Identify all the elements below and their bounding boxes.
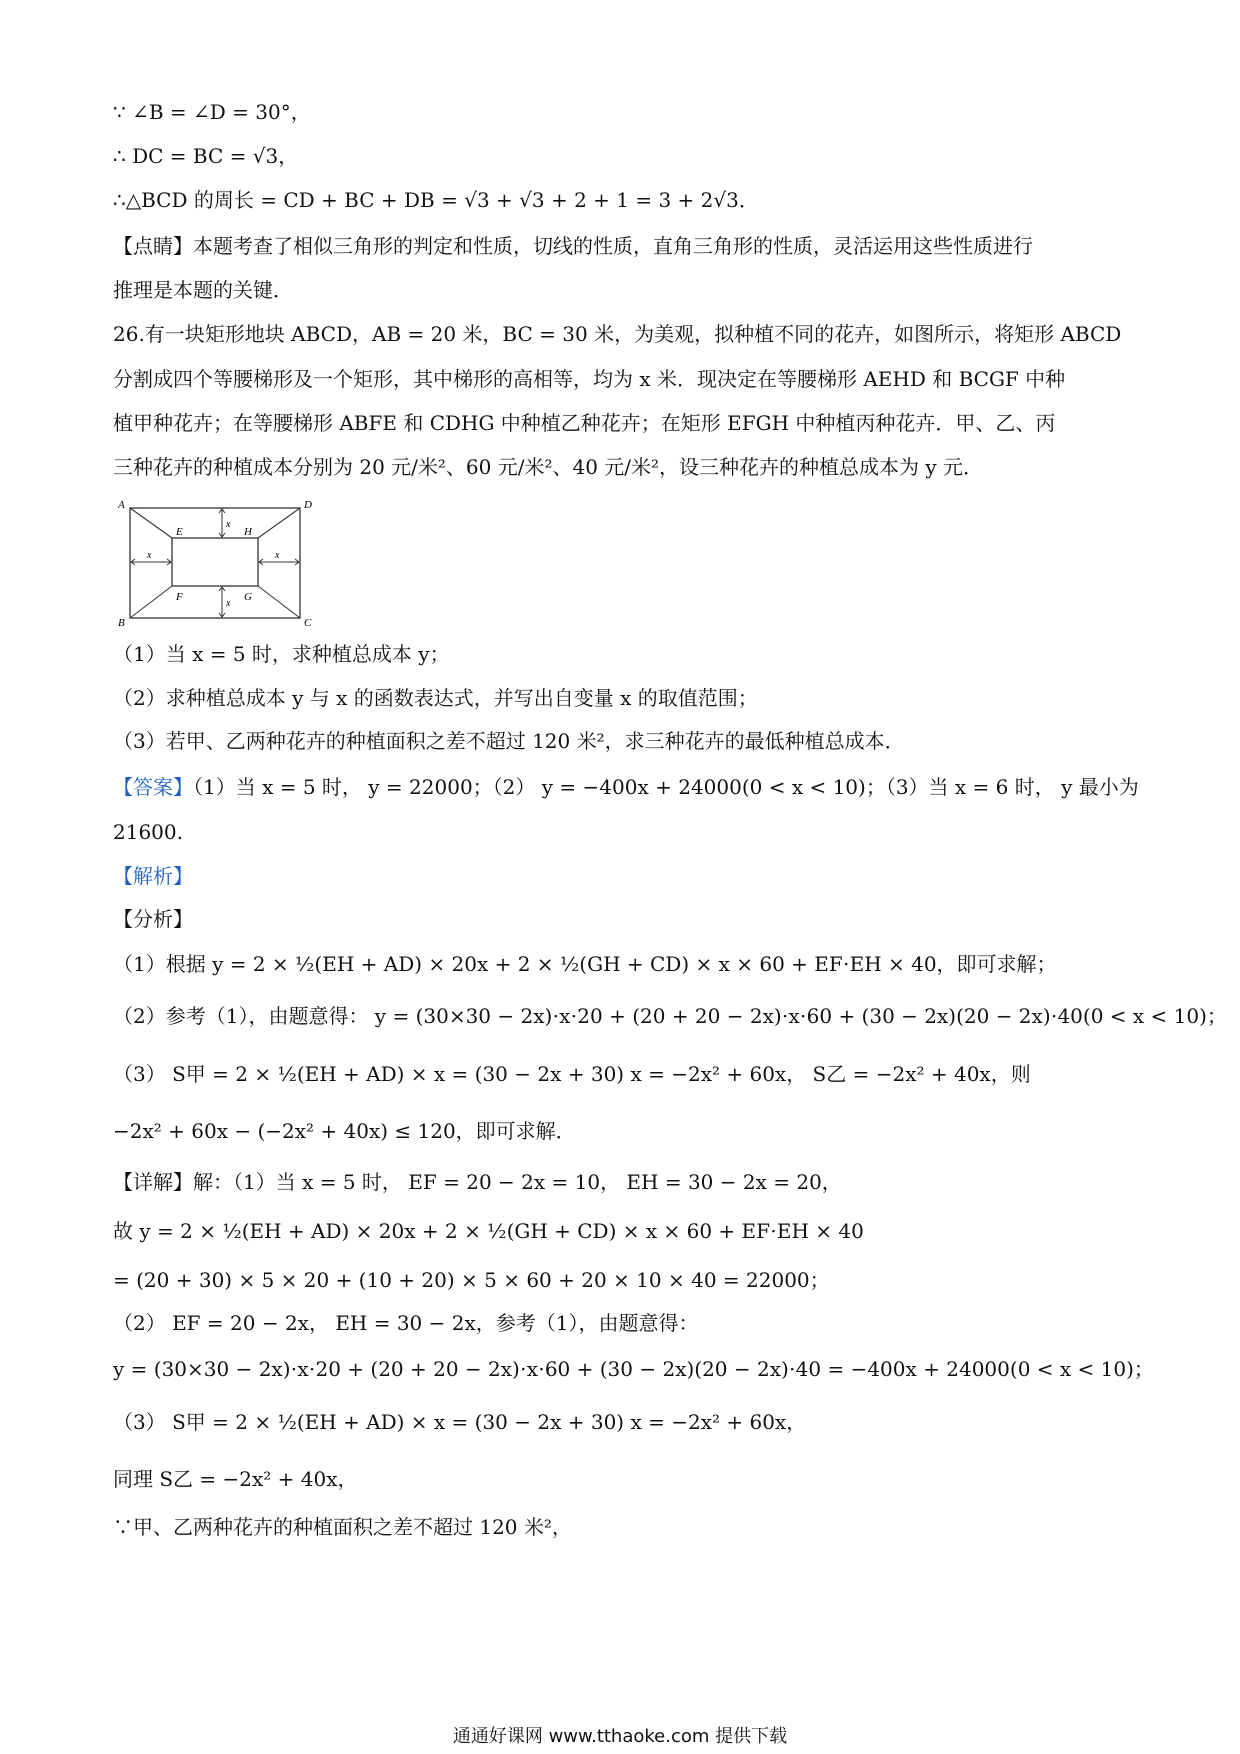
text-line: [113, 818, 183, 846]
label-c: C: [304, 617, 312, 629]
label-b: B: [118, 617, 125, 629]
text-line: [113, 320, 1121, 348]
label-x-bottom: x: [226, 598, 231, 609]
text-line: [113, 409, 1055, 437]
line-text: ∴△BCD 的周长 = CD + BC + DB = √3 + √3 + 2 + 1 = 3 + 2√3．: [113, 188, 759, 212]
text-line: [113, 1309, 698, 1337]
text-line: [113, 862, 193, 890]
text-line: [113, 1117, 576, 1145]
text-line: [113, 1355, 1154, 1383]
text-line: [113, 1168, 842, 1196]
line-text: （2）求种植总成本 y 与 x 的函数表达式，并写出自变量 x 的取值范围；: [113, 686, 758, 710]
label-a: A: [118, 499, 125, 511]
dimension-arrow-bottom: [219, 587, 225, 617]
line-text: −2x² + 60x − (−2x² + 40x) ≤ 120，即可求解．: [113, 1119, 576, 1143]
line-text: （3）若甲、乙两种花卉的种植面积之差不超过 120 米²，求三种花卉的最低种植总成本．: [113, 729, 905, 753]
text-line: [113, 98, 311, 126]
text-line: [113, 1408, 806, 1436]
label-x-left: x: [147, 550, 152, 561]
line-text: （2）参考（1），由题意得： y = (30×30 − 2x)⋅x⋅20 + (20 + 20 − 2x)⋅x⋅60 + (30 − 2x)(20 − 2x)⋅40(0 < x < 10)；: [113, 1004, 1227, 1028]
label-x-right: x: [275, 550, 280, 561]
line-text: 三种花卉的种植成本分别为 20 元/米²、60 元/米²、40 元/米²，设三种花卉的种植总成本为 y 元．: [113, 455, 984, 479]
rectangle-plot-figure: [110, 496, 330, 631]
line-text: 分割成四个等腰梯形及一个矩形，其中梯形的高相等，均为 x 米．现决定在等腰梯形 AEHD 和 BCGF 中种: [113, 367, 1066, 391]
dimension-arrow-top: [219, 509, 225, 537]
page-footer: 通通好课网 www.tthaoke.com 提供下载: [452, 1726, 788, 1747]
text-line: [113, 727, 905, 755]
label-g: G: [244, 591, 252, 603]
line-text: y = (30×30 − 2x)⋅x⋅20 + (20 + 20 − 2x)⋅x⋅60 + (30 − 2x)(20 − 2x)⋅40 = −400x + 24000(0 < x < 10)；: [113, 1357, 1154, 1381]
text-line: [113, 1002, 1227, 1030]
line-text: ∵ ∠B = ∠D = 30°，: [113, 100, 311, 124]
text-line: [113, 142, 298, 170]
text-line: [113, 1060, 1031, 1088]
text-line: [113, 453, 983, 481]
segment-dh: [258, 508, 300, 538]
label-x-top: x: [226, 519, 231, 530]
line-text: 故 y = 2 × ½(EH + AD) × 20x + 2 × ½(GH + CD) × x × 60 + EF⋅EH × 40: [113, 1219, 864, 1243]
text-line: [113, 232, 1033, 260]
text-line: [113, 773, 1139, 801]
label-h: H: [244, 526, 252, 538]
line-text: （1）当 x = 5 时，求种植总成本 y；: [113, 642, 450, 666]
section-label: 【答案】: [113, 775, 193, 799]
segment-ae: [130, 508, 172, 538]
line-text: （3） S甲 = 2 × ½(EH + AD) × x = (30 − 2x + 30) x = −2x² + 60x， S乙 = −2x² + 40x，则: [113, 1062, 1031, 1086]
line-text: 植甲种花卉；在等腰梯形 ABFE 和 CDHG 中种植乙种花卉；在矩形 EFGH 中种植丙种花卉．甲、乙、丙: [113, 411, 1056, 435]
text-line: [113, 684, 758, 712]
line-text: 同理 S乙 = −2x² + 40x，: [113, 1467, 358, 1491]
label-d: D: [304, 499, 312, 511]
text-line: [113, 1465, 358, 1493]
line-text: （2） EF = 20 − 2x， EH = 30 − 2x，参考（1），由题意得：: [113, 1311, 699, 1335]
line-text: （3） S甲 = 2 × ½(EH + AD) × x = (30 − 2x + 30) x = −2x² + 60x，: [113, 1410, 807, 1434]
line-text: = (20 + 30) × 5 × 20 + (10 + 20) × 5 × 60 + 20 × 10 × 40 = 22000；: [113, 1268, 830, 1292]
text-line: [113, 1266, 830, 1294]
line-text: ∵甲、乙两种花卉的种植面积之差不超过 120 米²，: [113, 1515, 572, 1539]
text-line: [113, 276, 293, 304]
line-text: 【分析】: [113, 907, 193, 931]
line-text: 推理是本题的关键．: [113, 278, 293, 302]
line-text: 【详解】解：（1）当 x = 5 时， EF = 20 − 2x = 10， EH = 30 − 2x = 20，: [113, 1170, 842, 1194]
line-text: 26.有一块矩形地块 ABCD，AB = 20 米，BC = 30 米，为美观，拟种植不同的花卉，如图所示，将矩形 ABCD: [113, 322, 1122, 346]
text-line: [113, 640, 450, 668]
text-line: [113, 1217, 864, 1245]
text-line: [113, 186, 759, 214]
line-text: ∴ DC = BC = √3，: [113, 144, 299, 168]
text-line: [113, 905, 193, 933]
text-line: [113, 365, 1065, 393]
label-e: E: [176, 526, 183, 538]
line-text: （1）当 x = 5 时， y = 22000；（2） y = −400x + 24000(0 < x < 10)；（3）当 x = 6 时， y 最小为: [193, 775, 1139, 799]
text-line: [113, 950, 1057, 978]
line-text: （1）根据 y = 2 × ½(EH + AD) × 20x + 2 × ½(GH + CD) × x × 60 + EF⋅EH × 40，即可求解；: [113, 952, 1057, 976]
inner-rectangle-efgh: [172, 538, 258, 586]
segment-cg: [258, 586, 300, 618]
label-f: F: [176, 591, 183, 603]
section-label: 【解析】: [113, 864, 193, 888]
text-line: [113, 1513, 572, 1541]
segment-bf: [130, 586, 172, 618]
line-text: 【点睛】本题考查了相似三角形的判定和性质，切线的性质，直角三角形的性质，灵活运用这些性质进行: [113, 234, 1033, 258]
line-text: 21600.: [113, 820, 183, 844]
outer-rectangle-abcd: [130, 508, 300, 618]
